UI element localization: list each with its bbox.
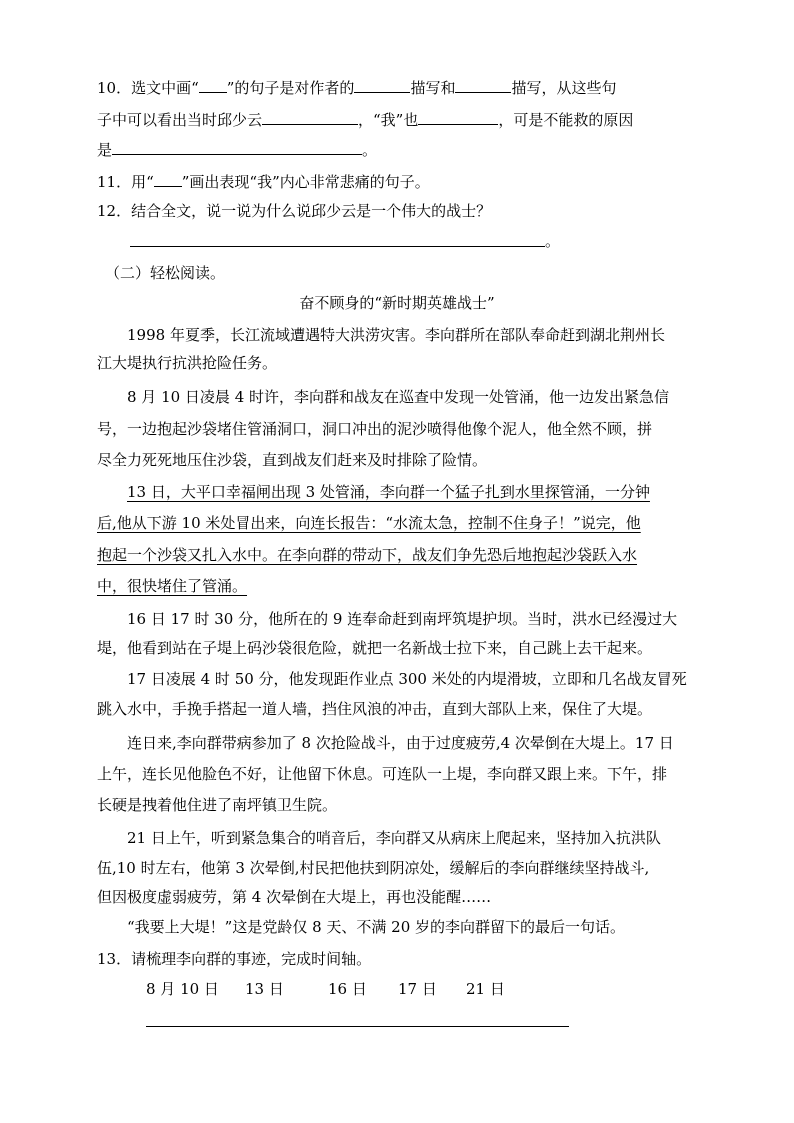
answer-blank[interactable]	[112, 138, 362, 155]
passage-title: 奋不顾身的“新时期英雄战士”	[299, 294, 495, 312]
paragraph-2-line-3: 尽全力死死地压住沙袋，直到战友们赶来及时排除了险情。	[97, 451, 488, 469]
timeline-label: 16 日	[328, 980, 367, 998]
paragraph-8-line-1: “我要上大堤！”这是党龄仅 8 天、不满 20 岁的李向群留下的最后一句话。	[127, 918, 626, 936]
paragraph-6-line-3: 长硬是拽着他住进了南坪镇卫生院。	[97, 796, 338, 814]
question-10-line-2	[97, 108, 633, 130]
paragraph-2-line-2: 号，一边抱起沙袋堵住管涌洞口，洞口冲出的泥沙喷得他像个泥人，他全然不顾，拼	[97, 420, 653, 438]
question-13: 13．请梳理李向群的事迹，完成时间轴。	[97, 950, 372, 968]
question-10-line-3	[97, 138, 377, 160]
paragraph-7-line-1: 21 日上午，听到紧急集合的哨音后，李向群又从病床上爬起来，坚持加入抗洪队	[127, 829, 661, 847]
q10-text-8: 是	[97, 141, 113, 159]
timeline-label: 17 日	[398, 980, 437, 998]
timeline-label: 13 日	[245, 980, 284, 998]
paragraph-1-line-2: 江大堤执行抗洪抢险任务。	[97, 354, 278, 372]
q10-text-4: 描写，从这些句	[511, 79, 617, 97]
answer-blank[interactable]	[262, 108, 358, 125]
q11-text-2: ”画出表现“我”内心非常悲痛的句子。	[181, 173, 430, 191]
answer-line-end: 。	[545, 232, 561, 250]
paragraph-7-line-3: 但因极度虚弱疲劳，第 4 次晕倒在大堤上，再也没能醒……	[97, 888, 492, 906]
paragraph-5-line-2: 跳入水中，手挽手搭起一道人墙，挡住风浪的冲击，直到大部队上来，保住了大堤。	[97, 700, 653, 718]
question-11	[97, 170, 430, 192]
paragraph-4-line-2: 堤，他看到站在子堤上码沙袋很危险，就把一名新战士拉下来，自己跳上去干起来。	[97, 639, 653, 657]
paragraph-1-line-1: 1998 年夏季，长江流域遭遇特大洪涝灾害。李向群所在部队奉命赶到湖北荆州长	[127, 326, 665, 344]
paragraph-3-line-1: 13 日，大平口幸福闸出现 3 处管涌，李向群一个猛子扎到水里探管涌，一分钟	[127, 483, 650, 501]
timeline-label: 21 日	[466, 980, 505, 998]
q10-text-3: 描写和	[410, 79, 456, 97]
q10-text-6: ，“我”也	[358, 111, 419, 129]
underline-sample	[154, 170, 182, 187]
answer-blank[interactable]	[418, 108, 498, 125]
paragraph-4-line-1: 16 日 17 时 30 分，他所在的 9 连奉命赶到南坪筑堤护坝。当时，洪水已经漫过大	[127, 610, 678, 628]
paragraph-6-line-1: 连日来,李向群带病参加了 8 次抢险战斗，由于过度疲劳,4 次晕倒在大堤上。17 日	[127, 734, 674, 752]
q10-text-1: 10．选文中画“	[97, 79, 199, 97]
q10-text-9: 。	[362, 141, 378, 159]
question-12: 12．结合全文，说一说为什么说邱少云是一个伟大的战士？	[97, 202, 492, 220]
q10-text-7: ，可是不能救的原因	[498, 111, 634, 129]
q10-text-5: 子中可以看出当时邱少云	[97, 111, 263, 129]
paragraph-5-line-1: 17 日凌展 4 时 50 分，他发现距作业点 300 米处的内堤滑坡，立即和几名战友冒死	[127, 670, 687, 688]
timeline-axis[interactable]	[146, 1010, 569, 1027]
q10-text-2: ”的句子是对作者的	[226, 79, 355, 97]
q11-text-1: 11．用“	[97, 173, 154, 191]
paragraph-3-line-2: 后,他从下游 10 米处冒出来，向连长报告：“水流太急，控制不住身子！”说完，他	[97, 514, 641, 532]
answer-line[interactable]	[130, 230, 545, 247]
paragraph-3-line-4: 中，很快堵住了管涌。	[97, 577, 248, 595]
question-10-line-1	[97, 76, 616, 98]
answer-blank[interactable]	[354, 76, 410, 93]
paragraph-7-line-2: 伍,10 时左右，他第 3 次晕倒,村民把他扶到阴凉处，缓解后的李向群继续坚持战斗,	[97, 859, 650, 877]
paragraph-3-line-3: 抱起一个沙袋又扎入水中。在李向群的带动下，战友们争先恐后地抱起沙袋跃入水	[97, 546, 638, 564]
paragraph-6-line-2: 上午，连长见他脸色不好，让他留下休息。可连队一上堤，李向群又跟上来。下午，排	[97, 765, 668, 783]
underline-sample	[199, 76, 227, 93]
section-heading: （二）轻松阅读。	[105, 264, 226, 282]
answer-blank[interactable]	[455, 76, 511, 93]
timeline-label: 8 月 10 日	[146, 980, 219, 998]
paragraph-2-line-1: 8 月 10 日凌晨 4 时许，李向群和战友在巡查中发现一处管涌，他一边发出紧急信	[127, 388, 670, 406]
